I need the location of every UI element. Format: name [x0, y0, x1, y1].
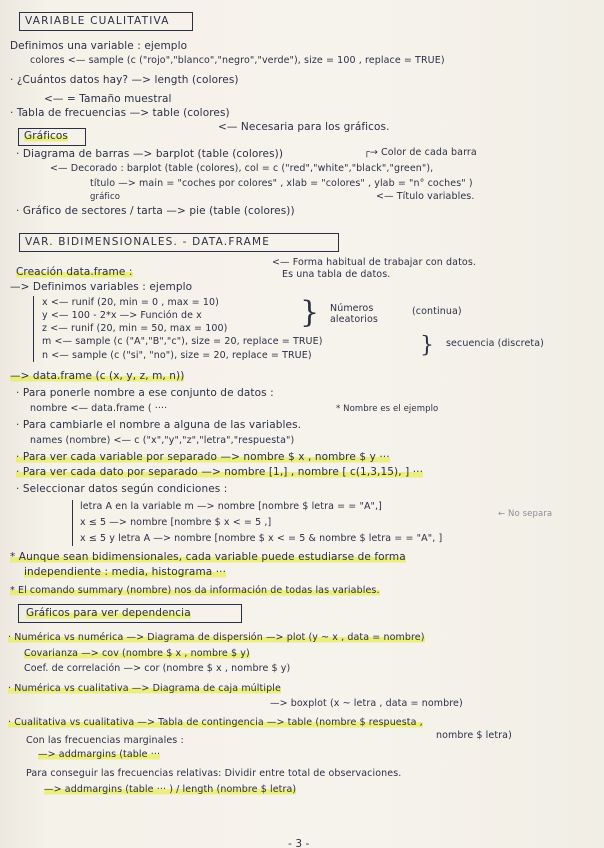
subsection-title: Gráficos para ver dependencia — [26, 607, 191, 619]
text-line: <— Decorado : barplot (table (colores), col = c ("red","white","black","green"), — [50, 163, 434, 174]
text-line: names (nombre) <— c ("x","y","z","letra","respuesta") — [30, 435, 295, 446]
text-line: —> addmargins (table ··· — [38, 749, 161, 760]
text-line: Coef. de correlación —> cor (nombre $ x , nombre $ y) — [24, 663, 291, 674]
text-line: · Seleccionar datos según condiciones : — [16, 483, 228, 495]
text-line: x <— runif (20, min = 0 , max = 10) — [42, 297, 219, 308]
text-line: (continua) — [412, 306, 462, 317]
text-line: <— Forma habitual de trabajar con datos. — [272, 257, 477, 268]
text-line: · Gráfico de sectores / tarta —> pie (table (colores)) — [16, 205, 295, 217]
text-line: · Para ver cada variable por separado —> nombre $ x , nombre $ y ··· — [16, 451, 390, 463]
text-line: —> Definimos variables : ejemplo — [10, 281, 193, 293]
text-line: · Numérica vs cualitativa —> Diagrama de caja múltiple — [8, 683, 281, 694]
text-line: nombre $ letra) — [436, 730, 512, 741]
text-line: · Cualitativa vs cualitativa —> Tabla de contingencia —> table (nombre $ respuesta , — [8, 717, 423, 728]
text-line: · Para ponerle nombre a ese conjunto de datos : — [16, 387, 274, 399]
text-line: z <— runif (20, min = 50, max = 100) — [42, 323, 228, 334]
text-line: independiente : media, histograma ··· — [24, 566, 227, 578]
text-line: · Tabla de frecuencias —> table (colores) — [10, 107, 230, 119]
text-line: n <— sample (c ("si", "no"), size = 20, replace = TRUE) — [42, 350, 312, 361]
text-line: <— Necesaria para los gráficos. — [218, 121, 390, 133]
bracket-line — [72, 500, 73, 546]
text-line: aleatorios — [330, 314, 378, 325]
subsection-title: Creación data.frame : — [16, 266, 133, 278]
text-line: · Diagrama de barras —> barplot (table (colores)) — [16, 148, 284, 160]
text-line: · ¿Cuántos datos hay? —> length (colores) — [10, 74, 239, 86]
text-line: <— = Tamaño muestral — [44, 93, 172, 105]
text-line: · Para ver cada dato por separado —> nombre [1,] , nombre [ c(1,3,15), ] ··· — [16, 466, 424, 478]
brace: } — [420, 333, 434, 358]
text-line: gráfico — [90, 192, 121, 202]
section-title: VARIABLE CUALITATIVA — [25, 15, 170, 27]
text-line: letra A en la variable m —> nombre [nombre $ letra = = "A",] — [80, 501, 382, 512]
text-line: Es una tabla de datos. — [282, 269, 391, 280]
text-line: ┌→ Color de cada barra — [364, 147, 477, 158]
text-line: —> addmargins (table ··· ) / length (nombre $ letra) — [44, 784, 297, 795]
subsection-title: Gráficos — [24, 130, 68, 142]
text-line: Con las frecuencias marginales : — [26, 735, 184, 746]
text-line: * El comando summary (nombre) nos da información de todas las variables. — [10, 585, 380, 596]
text-line: Para conseguir las frecuencias relativas: Dividir entre total de observaciones. — [26, 768, 402, 779]
text-line: Números — [330, 303, 374, 314]
text-line: secuencia (discreta) — [446, 338, 544, 349]
text-line: ← No separa — [498, 509, 553, 519]
text-line: x ≤ 5 —> nombre [nombre $ x < = 5 ,] — [80, 517, 272, 528]
text-line: · Numérica vs numérica —> Diagrama de dispersión —> plot (y ~ x , data = nombre) — [8, 632, 425, 643]
text-line: —> data.frame (c (x, y, z, m, n)) — [10, 370, 185, 382]
text-line: colores <— sample (c ("rojo","blanco","negro","verde"), size = 100 , replace = TRUE) — [30, 55, 445, 66]
text-line: x ≤ 5 y letra A —> nombre [nombre $ x < = 5 & nombre $ letra = = "A", ] — [80, 533, 443, 544]
bracket-line — [33, 296, 34, 362]
text-line: <— Título variables. — [376, 191, 475, 202]
text-line: Definimos una variable : ejemplo — [10, 40, 188, 52]
text-line: * Nombre es el ejemplo — [336, 404, 439, 414]
text-line: título —> main = "coches por colores" , xlab = "colores" , ylab = "n° coches" ) — [90, 178, 473, 189]
text-line: m <— sample (c ("A","B","c"), size = 20, replace = TRUE) — [42, 336, 323, 347]
text-line: nombre <— data.frame ( ···· — [30, 403, 168, 414]
text-line: y <— 100 - 2*x —> Función de x — [42, 310, 202, 321]
text-line: —> boxplot (x ~ letra , data = nombre) — [270, 698, 463, 709]
text-line: Covarianza —> cov (nombre $ x , nombre $ y) — [24, 648, 250, 659]
text-line: · Para cambiarle el nombre a alguna de las variables. — [16, 419, 302, 431]
text-line: * Aunque sean bidimensionales, cada variable puede estudiarse de forma — [10, 551, 406, 563]
brace: } — [300, 295, 320, 330]
section-title: VAR. BIDIMENSIONALES. - DATA.FRAME — [25, 236, 271, 248]
page-number: - 3 - — [288, 838, 310, 848]
